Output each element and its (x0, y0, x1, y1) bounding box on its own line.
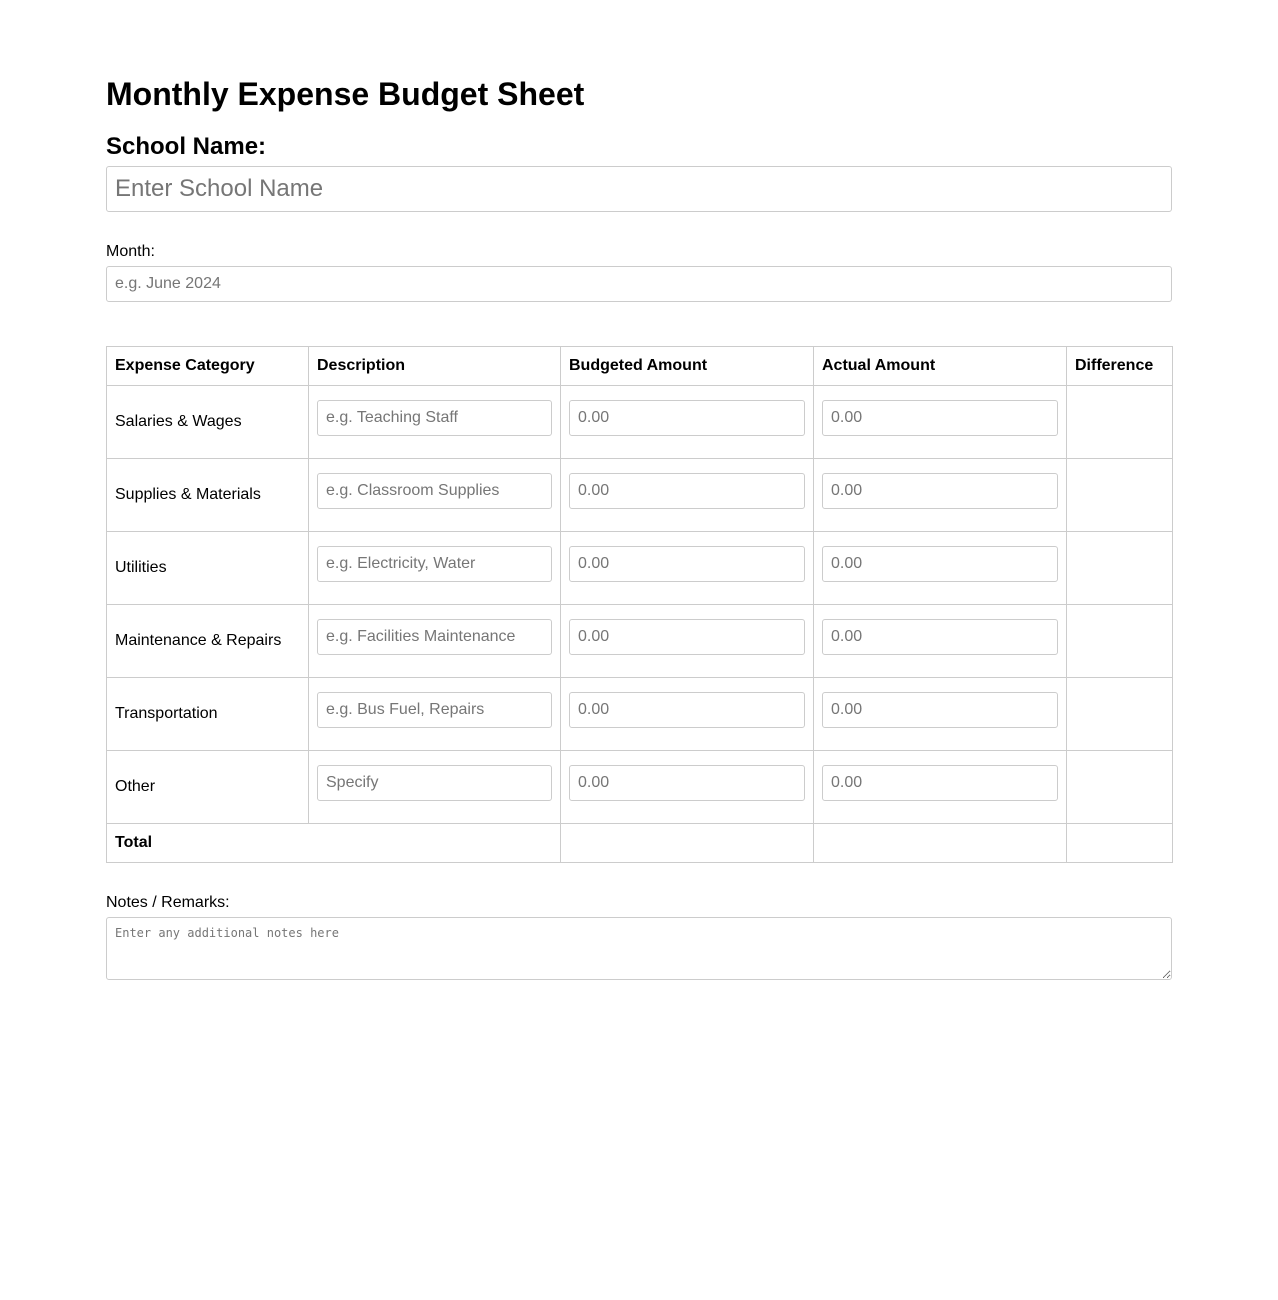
category-cell: Other (107, 751, 309, 824)
total-difference-cell (1067, 824, 1173, 863)
description-cell (309, 605, 561, 678)
difference-cell (1067, 459, 1173, 532)
budgeted-cell (561, 605, 814, 678)
table-row (107, 605, 1173, 678)
actual-cell (814, 532, 1067, 605)
table-row (107, 459, 1173, 532)
description-input[interactable] (317, 765, 552, 801)
notes-label: Notes / Remarks: (106, 894, 230, 911)
actual-amount-input[interactable] (822, 692, 1058, 728)
category-cell: Utilities (107, 532, 309, 605)
total-label: Total (107, 824, 561, 863)
month-label: Month: (106, 243, 155, 260)
budgeted-cell (561, 386, 814, 459)
description-input[interactable] (317, 619, 552, 655)
header-actual-amount: Actual Amount (814, 347, 1067, 386)
description-input[interactable] (317, 473, 552, 509)
actual-cell (814, 605, 1067, 678)
page-title: Monthly Expense Budget Sheet (106, 76, 585, 112)
table-row (107, 532, 1173, 605)
header-expense-category: Expense Category (107, 347, 309, 386)
total-actual-cell (814, 824, 1067, 863)
budgeted-cell (561, 678, 814, 751)
actual-amount-input[interactable] (822, 765, 1058, 801)
difference-cell (1067, 605, 1173, 678)
total-budgeted-cell (561, 824, 814, 863)
difference-cell (1067, 751, 1173, 824)
description-input[interactable] (317, 400, 552, 436)
table-row (107, 751, 1173, 824)
category-cell: Maintenance & Repairs (107, 605, 309, 678)
actual-amount-input[interactable] (822, 619, 1058, 655)
actual-cell (814, 386, 1067, 459)
difference-cell (1067, 386, 1173, 459)
description-input[interactable] (317, 692, 552, 728)
budgeted-amount-input[interactable] (569, 400, 805, 436)
actual-amount-input[interactable] (822, 546, 1058, 582)
actual-cell (814, 751, 1067, 824)
header-difference: Difference (1067, 347, 1173, 386)
description-cell (309, 386, 561, 459)
total-row (107, 824, 1173, 863)
table-row (107, 386, 1173, 459)
month-input[interactable] (106, 266, 1172, 302)
notes-textarea[interactable] (106, 917, 1172, 980)
difference-cell (1067, 678, 1173, 751)
description-cell (309, 751, 561, 824)
category-cell: Salaries & Wages (107, 386, 309, 459)
school-name-label: School Name: (106, 133, 267, 160)
budgeted-cell (561, 532, 814, 605)
description-input[interactable] (317, 546, 552, 582)
table-row (107, 678, 1173, 751)
category-cell: Supplies & Materials (107, 459, 309, 532)
header-description: Description (309, 347, 561, 386)
description-cell (309, 532, 561, 605)
difference-cell (1067, 532, 1173, 605)
budgeted-cell (561, 751, 814, 824)
budgeted-amount-input[interactable] (569, 546, 805, 582)
budgeted-amount-input[interactable] (569, 619, 805, 655)
table-header-row (107, 347, 1173, 386)
category-cell: Transportation (107, 678, 309, 751)
budgeted-cell (561, 459, 814, 532)
actual-amount-input[interactable] (822, 400, 1058, 436)
budgeted-amount-input[interactable] (569, 765, 805, 801)
description-cell (309, 459, 561, 532)
school-name-input[interactable] (106, 166, 1172, 212)
budgeted-amount-input[interactable] (569, 473, 805, 509)
actual-amount-input[interactable] (822, 473, 1058, 509)
description-cell (309, 678, 561, 751)
actual-cell (814, 459, 1067, 532)
budgeted-amount-input[interactable] (569, 692, 805, 728)
actual-cell (814, 678, 1067, 751)
header-budgeted-amount: Budgeted Amount (561, 347, 814, 386)
expense-table (106, 346, 1173, 863)
